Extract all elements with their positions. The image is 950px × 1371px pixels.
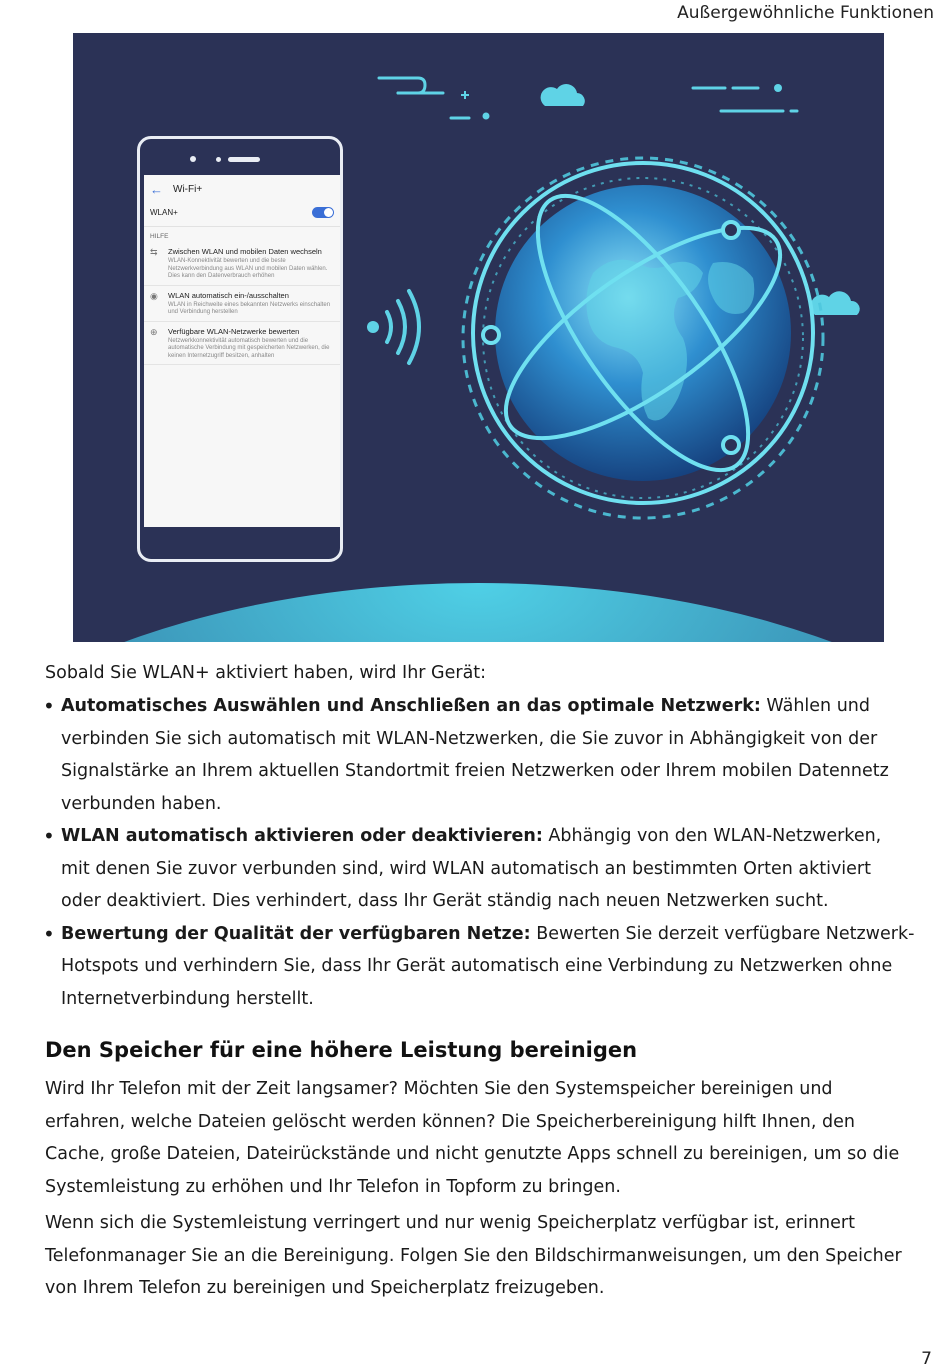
- section-heading: Den Speicher für eine höhere Leistung bereinigen: [45, 1038, 638, 1062]
- wlan-plus-label: WLAN+: [150, 208, 178, 217]
- list-item-text: Abhängig von den WLAN-Netzwerken, mit denen Sie zuvor verbunden sind, wird WLAN automatisch an bestimmten Orten aktiviert oder deaktiviert. Dies verhindert, dass Ihr Gerät ständig nach neuen Netzwerken sucht.: [61, 826, 882, 911]
- list-item-term: Automatisches Auswählen und Anschließen an das optimale Netzwerk:: [61, 696, 761, 716]
- help-item[interactable]: [144, 322, 340, 366]
- decorative-lines: [379, 78, 797, 118]
- phone-topbar: [144, 175, 340, 203]
- help-item-title: WLAN automatisch ein-/ausschalten: [168, 290, 289, 300]
- phone-screen-title: Wi-Fi+: [173, 183, 203, 195]
- help-item-desc: WLAN-Konnektivität bewerten und die beste Netzwerkverbindung aus WLAN und mobilen Daten wählen. Dies kann den Datenverbrauch erhöhen: [168, 258, 328, 279]
- phone-mockup: [137, 136, 343, 562]
- horizon-arc: [73, 583, 884, 642]
- running-header: Außergewöhnliche Funktionen: [677, 3, 934, 23]
- feature-list: [45, 690, 915, 1015]
- list-item-term: WLAN automatisch aktivieren oder deaktivieren:: [61, 826, 543, 846]
- page-number: 7: [921, 1349, 932, 1369]
- list-item: [45, 690, 915, 820]
- globe-icon: ⊕: [150, 326, 158, 337]
- list-item: [45, 820, 915, 918]
- wlan-plus-row[interactable]: [144, 203, 340, 222]
- list-item-text: Wählen und verbinden Sie sich automatisch mit WLAN-Netzwerken, die Sie zuvor in Abhängigkeit von der Signalstärke an Ihrem aktuellen Standortmit freien Netzwerken oder Ihrem mobilen Datennetz verbunden haben.: [61, 696, 889, 814]
- help-section-label: HILFE: [144, 226, 340, 242]
- list-item-term: Bewertung der Qualität der verfügbaren Netze:: [61, 923, 531, 944]
- wlan-plus-toggle[interactable]: [312, 207, 334, 218]
- help-item-title: Zwischen WLAN und mobilen Daten wechseln: [168, 247, 322, 256]
- phone-screen: [144, 175, 340, 527]
- hero-illustration: [73, 33, 884, 642]
- paragraph: Wenn sich die Systemleistung verringert und nur wenig Speicherplatz verfügbar ist, erinnert Telefonmanager Sie an die Bereinigung. Folgen Sie den Bildschirmanweisungen, um den Speicher von Ihrem Telefon zu bereinigen und Speicherplatz freizugeben.: [45, 1213, 902, 1298]
- cloud-icon: [541, 84, 585, 106]
- help-item[interactable]: [144, 286, 340, 322]
- list-item-text: Bewerten Sie derzeit verfügbare Netzwerk-Hotspots und verhindern Sie, dass Ihr Gerät automatisch eine Verbindung zu Netzwerken ohne Internetverbindung herstellt.: [61, 923, 915, 1009]
- location-pin-icon: ◉: [150, 290, 158, 301]
- help-item-desc: Netzwerkkonnektivität automatisch bewerten und die automatische Verbindung mit gespeicherten Netzwerken, die keinen Internetzugriff besitzen, anhalten: [168, 337, 330, 359]
- intro-text: Sobald Sie WLAN+ aktiviert haben, wird Ihr Gerät:: [45, 663, 487, 683]
- help-item-title: Verfügbare WLAN-Netzwerke bewerten: [168, 326, 300, 336]
- paragraph: Wird Ihr Telefon mit der Zeit langsamer? Möchten Sie den Systemspeicher bereinigen und erfahren, welche Dateien gelöscht werden können? Die Speicherbereinigung hilft Ihnen, den Cache, große Dateien, Dateirückstände und nicht genutzte Apps schnell zu bereinigen, um so die Systemleistung zu erhöhen und Ihr Telefon in Topform zu bringen.: [45, 1079, 900, 1197]
- wifi-signal-icon: [387, 291, 419, 363]
- switch-arrows-icon: ⇆: [150, 247, 158, 257]
- help-item-desc: WLAN in Reichweite eines bekannten Netzwerks einschalten und Verbindung herstellen: [168, 301, 331, 315]
- list-item: [45, 918, 915, 1016]
- help-item[interactable]: [144, 242, 340, 286]
- back-arrow-icon[interactable]: ←: [150, 181, 163, 197]
